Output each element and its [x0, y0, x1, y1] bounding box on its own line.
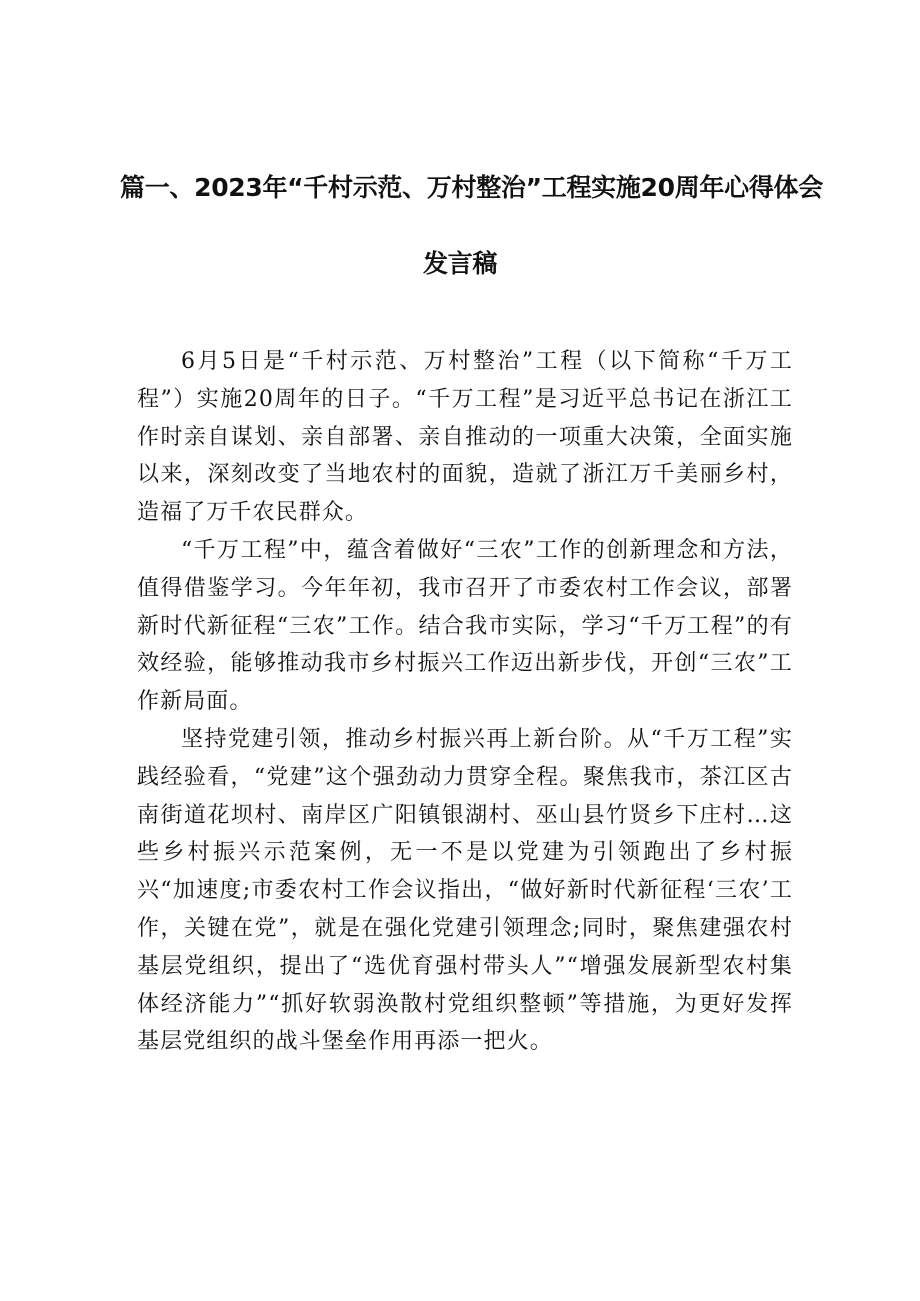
paragraph-3: 坚持党建引领，推动乡村振兴再上新台阶。从“千万工程”实践经验看，“党建”这个强劲动力贯穿全程。聚焦我市，茶江区古南街道花坝村、南岸区广阳镇银湖村、巫山县竹贤乡下庄村…这些乡村振兴示范案例，无一不是以党建为引领跑出了乡村振兴“加速度;市委农村工作会议指出，“做好新时代新征程‘三农’工作，关键在党”，就是在强化党建引领理念;同时，聚焦建强农村基层党组织，提出了“选优育强村带头人”“增强发展新型农村集体经济能力”“抓好软弱涣散村党组织整顿”等措施，为更好发挥基层党组织的战斗堡垒作用再添一把火。: [137, 726, 793, 1055]
document-body: [137, 343, 793, 1061]
paragraph-1: 6月5日是“千村示范、万村整治”工程（以下简称“千万工程”）实施20周年的日子。“千万工程”是习近平总书记在浙江工作时亲自谋划、亲自部署、亲自推动的一项重大决策，全面实施以来，深刻改变了当地农村的面貌，造就了浙江万千美丽乡村，造福了万千农民群众。: [137, 349, 793, 526]
paragraph-2: “千万工程”中，蕴含着做好“三农”工作的创新理念和方法，值得借鉴学习。今年年初，我市召开了市委农村工作会议，部署新时代新征程“三农”工作。结合我市实际，学习“千万工程”的有效经验，能够推动我市乡村振兴工作迈出新步伐，开创“三农”工作新局面。: [137, 537, 793, 715]
document-title-line-2: 发言稿: [422, 249, 498, 278]
document-title-line-1: 篇一、2023年“千村示范、万村整治”工程实施20周年心得体会: [120, 173, 823, 202]
